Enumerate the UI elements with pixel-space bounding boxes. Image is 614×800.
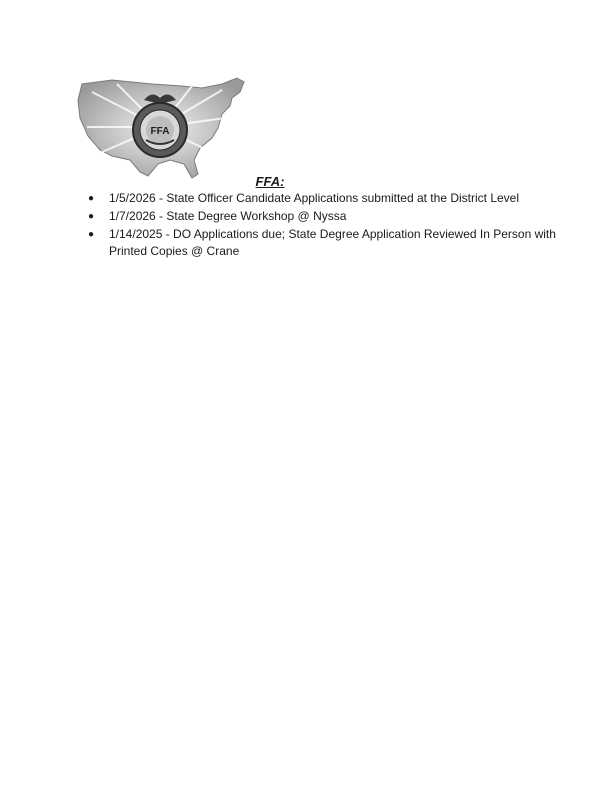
ffa-emblem-text: FFA bbox=[150, 126, 170, 137]
section-heading: FFA: bbox=[255, 174, 285, 189]
event-list bbox=[88, 190, 558, 261]
list-item bbox=[88, 226, 558, 260]
list-item bbox=[88, 208, 558, 225]
bullet-icon: ● bbox=[88, 229, 95, 240]
list-item bbox=[88, 190, 558, 207]
ffa-usa-map-emblem-icon bbox=[72, 72, 252, 184]
event-text: 1/5/2026 - State Officer Candidate Applications submitted at the District Level bbox=[109, 191, 520, 205]
bullet-icon: ● bbox=[88, 193, 95, 204]
event-text: 1/14/2025 - DO Applications due; State Degree Application Reviewed In Person with Printed Copies @ Crane bbox=[109, 227, 556, 258]
bullet-icon: ● bbox=[88, 211, 95, 222]
event-text: 1/7/2026 - State Degree Workshop @ Nyssa bbox=[109, 209, 347, 223]
